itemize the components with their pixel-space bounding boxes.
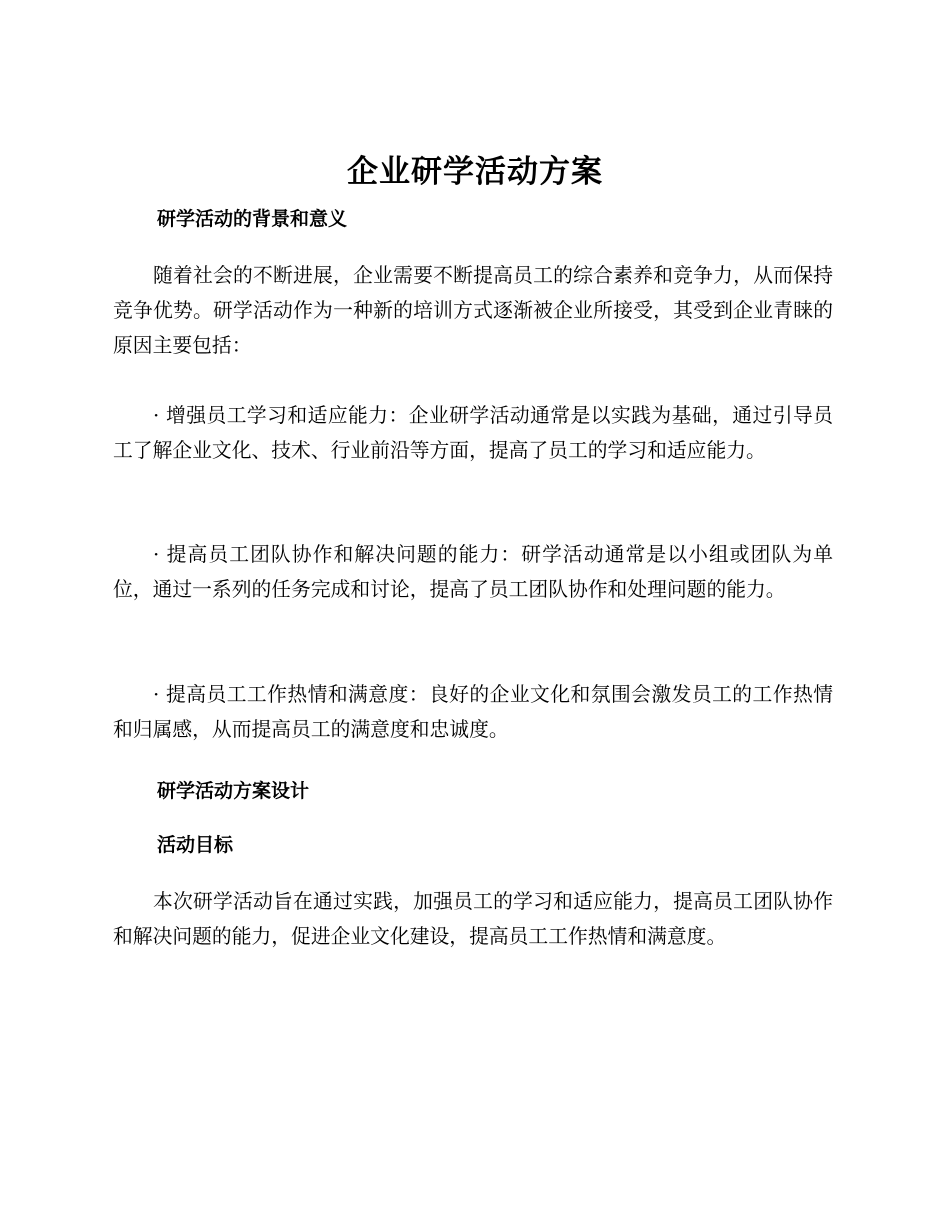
intro-paragraph: 随着社会的不断进展，企业需要不断提高员工的综合素养和竞争力，从而保持竞争优势。研学活动作为一种新的培训方式逐渐被企业所接受，其受到企业青睐的原因主要包括：: [113, 264, 833, 357]
bullet-paragraph-enthusiasm: · 提高员工工作热情和满意度：良好的企业文化和氛围会激发员工的工作热情和归属感，从而提高员工的满意度和忠诚度。: [113, 683, 833, 741]
section-heading-design: 研学活动方案设计: [157, 780, 310, 802]
document-title: 企业研学活动方案: [347, 154, 603, 190]
subsection-heading-goals: 活动目标: [157, 834, 234, 856]
section-heading-background: 研学活动的背景和意义: [157, 208, 348, 230]
goal-paragraph: 本次研学活动旨在通过实践，加强员工的学习和适应能力，提高员工团队协作和解决问题的能力，促进企业文化建设，提高员工工作热情和满意度。: [113, 890, 833, 948]
bullet-paragraph-teamwork: · 提高员工团队协作和解决问题的能力：研学活动通常是以小组或团队为单位，通过一系列的任务完成和讨论，提高了员工团队协作和处理问题的能力。: [113, 543, 833, 601]
bullet-paragraph-learning: · 增强员工学习和适应能力：企业研学活动通常是以实践为基础，通过引导员工了解企业文化、技术、行业前沿等方面，提高了员工的学习和适应能力。: [113, 404, 833, 462]
